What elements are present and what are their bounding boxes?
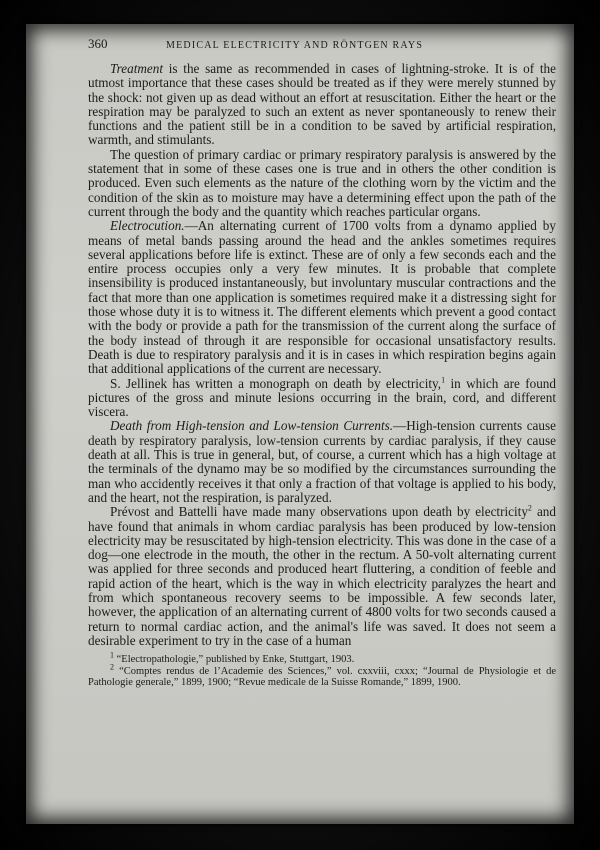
footnote-2 [88,662,556,689]
page-content [88,36,556,689]
paragraph-text-tail: and have found that animals in whom cardiac paralysis has been produced by low-tension electricity may be resuscitated by high-tension electricity. This was done in the case of a dog—one electrode in the mouth, the other in the rectum. A 50-volt alternating current was applied for three seconds and produced heart fluttering, a condition of feeble and rapid action of the heart, which is the way in which electricity paralyzes the heart and from which spontaneous recovery seems to be impossible. A few seconds later, however, the application of an alternating current of 4800 volts for two seconds caused a return to normal cardiac action, and the animal's life was saved. It does not seem a desirable experiment to try in the case of a human [88,504,556,648]
paragraph-lead: Death from High-tension and Low-tension Currents. [110,418,394,434]
footnote-text: “Electropathologie,” published by Enke, Stuttgart, 1903. [114,654,355,666]
footnotes [88,650,556,689]
paragraph-text: The question of primary cardiac or primary respiratory paralysis is answered by the statement that in some of these cases one is true and in others the other condition is produced. Even such elements as the nature of the clothing worn by the victim and the condition of the skin as to moisture may have a determining effect upon the path of the current through the body and the quantity which reaches particular organs. [88,146,556,219]
page-number: 360 [88,36,108,51]
paragraph-electrocution [88,219,556,376]
paragraph-jellinek [88,377,556,420]
paragraph-text: Prévost and Battelli have made many observations upon death by electricity [110,504,528,520]
page-header [88,36,556,56]
footnote-text: “Comptes rendus de l’Academie des Sciences,” vol. cxxviii, cxxx; “Journal de Physiologie et de Pathologie generale,” 1899, 1900; “Revue medicale de la Suisse Romande,” 1899, 1900. [88,665,556,689]
footnote-mark: 2 [110,662,114,672]
running-head: MEDICAL ELECTRICITY AND RÖNTGEN RAYS [166,40,424,51]
paragraph-treatment [88,62,556,148]
paragraph-text: S. Jellinek has written a monograph on death by electricity, [110,375,442,391]
paragraph-lead: Electrocution. [110,218,185,234]
footnote-ref: 1 [441,375,446,385]
footnote-1 [88,650,556,666]
paragraph-text-tail: in which are found pictures of the gross and minute lesions occurring in the brain, cord, and different viscera. [88,375,556,420]
footnote-mark: 1 [110,650,114,660]
paragraph-text: is the same as recommended in cases of lightning-stroke. It is of the utmost importance that these cases should be treated as if they were merely stunned by the shock: not given up as dead without an effort at resuscitation. Either the heart or the respiration may be paralyzed to such an extent as never spontaneously to renew their functions and the patient still be in a condition to be saved by artificial respiration, warmth, and stimulants. [88,61,556,148]
paragraph-high-low-tension [88,419,556,505]
footnote-ref: 2 [527,503,532,513]
book-page [26,24,574,824]
paragraph-text: —High-tension currents cause death by respiratory paralysis, low-tension currents by cardiac paralysis, if they cause death at all. This is true in general, but, of course, a current which has a high voltage at the terminals of the dynamo may be so modified by the circumstances surrounding the man who accidently receives it that only a fraction of that voltage is applied to his body, and the heart, not the respiration, is paralyzed. [88,418,556,505]
paragraph-text: —An alternating current of 1700 volts from a dynamo applied by means of metal bands passing around the head and the ankles sometimes requires several applications before life is extinct. These are of only a few seconds each and the entire process occupies only a very few minutes. It is probable that complete insensibility is produced instantaneously, but involuntary muscular contractions and the fact that more than one application is sometimes required make it a distressing sight for those whose duty it is to witness it. The different elements which prevent a good contact with the body or provide a path for the transmission of the current along the surface of the body instead of through it are responsible for occasional unsatisfactory results. Death is due to respiratory paralysis and it is in cases in which respiration begins again that additional applications of the current are necessary. [88,218,556,377]
paragraph-primary-paralysis [88,148,556,219]
paragraph-prevost-battelli [88,505,556,648]
paragraph-lead: Treatment [110,61,163,76]
